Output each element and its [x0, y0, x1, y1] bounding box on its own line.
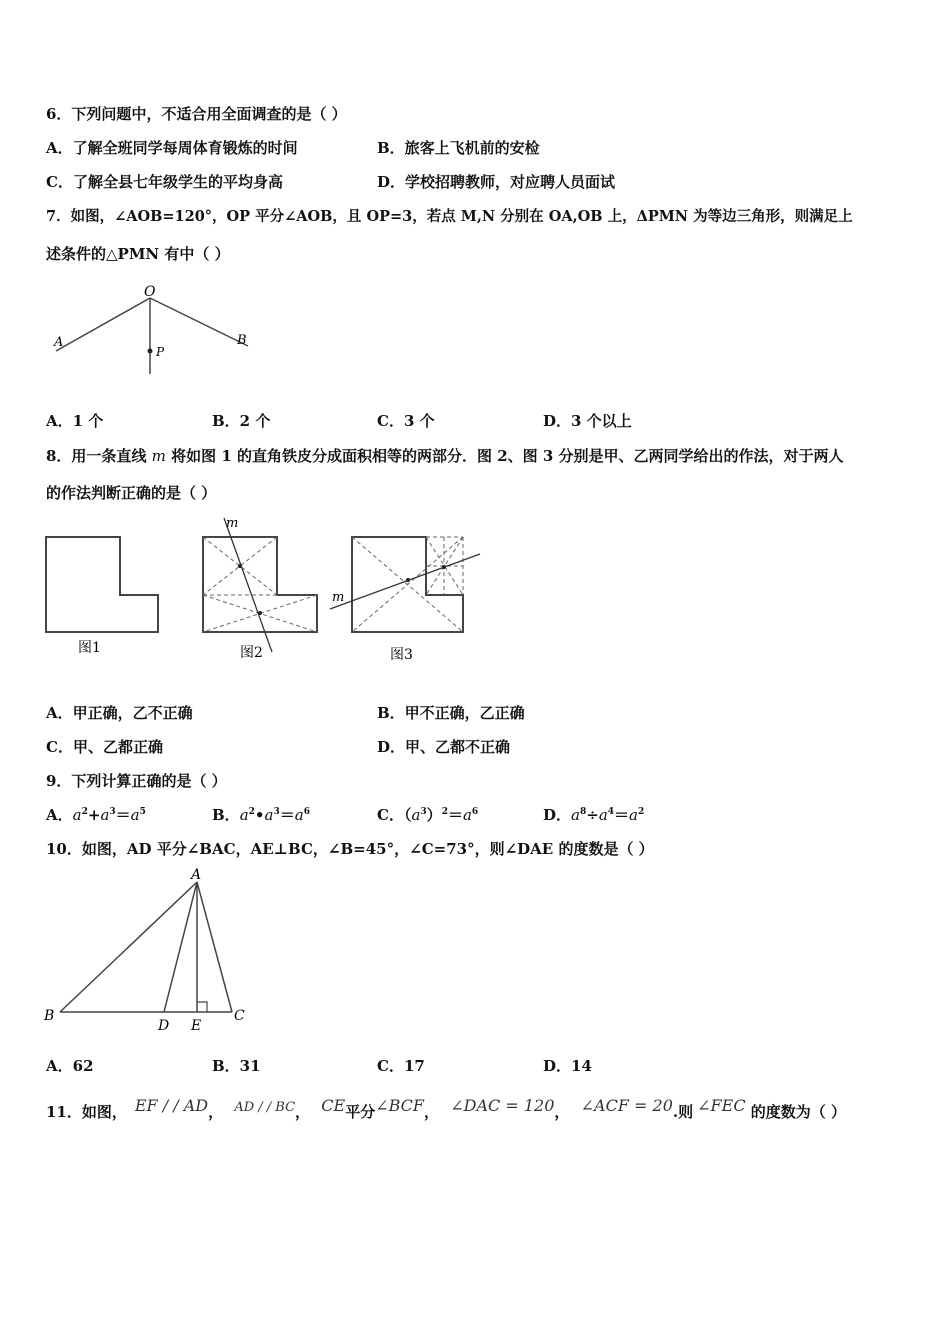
label-a: A	[54, 335, 64, 350]
q9-option-a: A．$a^2+a^3=a^5$	[46, 806, 146, 824]
q10-option-d: D．14	[543, 1057, 592, 1075]
fig1-caption: 图1	[78, 640, 101, 656]
segment-ad	[164, 882, 197, 1012]
segment-ac	[197, 882, 232, 1012]
q8-option-a: A．甲正确，乙不正确	[46, 704, 193, 722]
point-p	[148, 349, 153, 354]
label-b: B	[44, 1008, 55, 1024]
q6-option-d: D．学校招聘教师，对应聘人员面试	[377, 173, 616, 191]
label-a: A	[191, 867, 202, 883]
fig3-label-m: m	[332, 590, 345, 605]
ray-ob	[150, 298, 248, 346]
q10-stem: 10．如图，AD 平分∠BAC，AE⊥BC，∠B=45°，∠C=73°，则∠DAE 的度数是（ ）	[46, 840, 654, 858]
q7-option-c: C．3 个	[377, 412, 435, 430]
q8-stem-line1: 8．用一条直线 m 将如图 1 的直角铁皮分成面积相等的两部分．图 2、图 3 分别是甲、乙两同学给出的作法，对于两人	[46, 447, 844, 465]
q8-option-b: B．甲不正确，乙正确	[377, 704, 525, 722]
q11-stem: 11．如图， EF / / AD， AD / / BC， CE平分∠BCF， ∠DAC = 120， ∠ACF = 20.则 ∠FEC 的度数为（ ）	[46, 1096, 847, 1121]
q7-stem-line1: 7．如图，∠AOB=120°，OP 平分∠AOB，且 OP=3，若点 M,N 分别在 OA,OB 上，ΔPMN 为等边三角形，则满足上	[46, 208, 853, 225]
q6-option-b: B．旅客上飞机前的安检	[377, 139, 540, 157]
q9-stem: 9．下列计算正确的是（ ）	[46, 772, 227, 790]
q8-option-c: C．甲、乙都正确	[46, 738, 163, 756]
q7-option-b: B．2 个	[212, 412, 271, 430]
q8-option-d: D．甲、乙都不正确	[377, 738, 511, 756]
q10-option-b: B．31	[212, 1057, 261, 1075]
q6-option-a: A．了解全班同学每周体育锻炼的时间	[46, 139, 298, 157]
fig2-label-m: m	[226, 516, 239, 531]
q8-figures	[40, 512, 490, 667]
right-angle-mark	[197, 1002, 207, 1012]
label-p: P	[156, 345, 165, 359]
q7-option-a: A．1 个	[46, 412, 104, 430]
q7-figure	[46, 278, 266, 383]
label-d: D	[158, 1018, 170, 1034]
q7-option-d: D．3 个以上	[543, 412, 632, 430]
q6-stem: 6．下列问题中，不适合用全面调查的是（ ）	[46, 105, 347, 123]
fig3-caption: 图3	[390, 647, 413, 663]
q8-stem-line2: 的作法判断正确的是（ ）	[46, 484, 217, 502]
q9-option-d: D．$a^8\div a^4=a^2$	[543, 806, 645, 824]
q6-option-c: C．了解全县七年级学生的平均身高	[46, 173, 283, 191]
fig1-shape	[46, 537, 158, 632]
segment-ab	[60, 882, 197, 1012]
ray-oa	[56, 298, 150, 351]
q10-option-c: C．17	[377, 1057, 425, 1075]
label-e: E	[191, 1018, 202, 1034]
label-o: O	[144, 284, 156, 300]
label-b: B	[237, 333, 247, 348]
q7-stem-line2: 述条件的△PMN 有中（ ）	[46, 245, 230, 263]
q9-option-b: B．$a^2•a^3=a^6$	[212, 806, 310, 824]
q10-figure	[40, 862, 260, 1037]
fig2-caption: 图2	[240, 645, 263, 661]
label-c: C	[234, 1008, 245, 1024]
q10-option-a: A．62	[46, 1057, 94, 1075]
q9-option-c: C．$(a^3)^2=a^6$	[377, 806, 479, 824]
